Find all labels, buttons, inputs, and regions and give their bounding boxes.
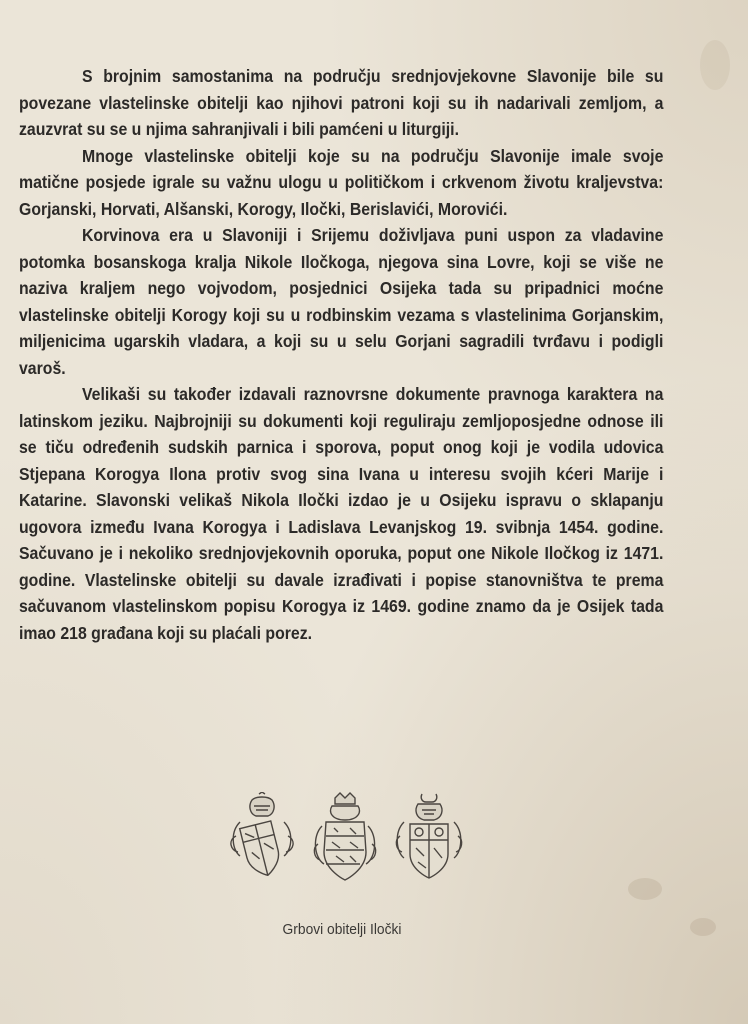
- coat-of-arms-icon: [392, 792, 466, 888]
- paragraph: Korvinova era u Slavoniji i Srijemu doživljava puni uspon za vladavine potomka bosanskoga kralja Nikole Iločkoga, njegova sina Lovre, koji se više ne naziva kraljem nego vojvodom, posjednici Osijeka tada su pripadnici moćne vlastelinske obitelji Korogy koji su u rodbinskim vezama s vlastelinima Gorjanskim, miljenicima ugarskih vladara, a koji su u selu Gorjani sagradili tvrđavu i podigli varoš.: [19, 225, 664, 378]
- paragraph: S brojnim samostanima na području srednjovjekovne Slavonije bile su povezane vlastelinske obitelji kao njihovi patroni koji su ih nadarivali zemljom, a zauzvrat su se u njima sahranjivali i bili pamćeni u liturgiji.: [19, 66, 664, 139]
- figure-caption: Grbovi obitelji Iločki: [282, 921, 402, 938]
- coat-of-arms-icon: [310, 792, 380, 888]
- coat-of-arms-icon: [226, 792, 298, 888]
- paper-stain: [690, 918, 716, 936]
- body-text: [19, 63, 664, 646]
- paragraph: Velikaši su također izdavali raznovrsne dokumente pravnoga karaktera na latinskom jeziku. Najbrojniji su dokumenti koji reguliraju zemljoposjedne odnose ili se tiču određenih sudskih parnica i sporova, poput onog koji je vodila udovica Stjepana Korogya Ilona protiv svog sina Ivana u interesu svojih kćeri Marije i Katarine. Slavonski velikaš Nikola Iločki izdao je u Osijeku ispravu o sklapanju ugovora između Ivana Korogya i Ladislava Levanjskog 19. svibnja 1454. godine. Sačuvano je i nekoliko srednjovjekovnih oporuka, poput one Nikole Iločkog iz 1471. godine. Vlastelinske obitelji su davale izrađivati i popise stanovništva te prema sačuvanom vlastelinskom popisu Korogya iz 1469. godine znamo da je Osijek tada imao 218 građana koji su plaćali porez.: [19, 384, 664, 643]
- coats-of-arms-figure: [226, 792, 466, 892]
- paper-stain: [700, 40, 730, 90]
- paper-stain: [628, 878, 662, 900]
- paragraph: Mnoge vlastelinske obitelji koje su na području Slavonije imale svoje matične posjede igrale su važnu ulogu u političkom i crkvenom životu kraljevstva: Gorjanski, Horvati, Alšanski, Korogy, Iločki, Berislavići, Morovići.: [19, 145, 664, 219]
